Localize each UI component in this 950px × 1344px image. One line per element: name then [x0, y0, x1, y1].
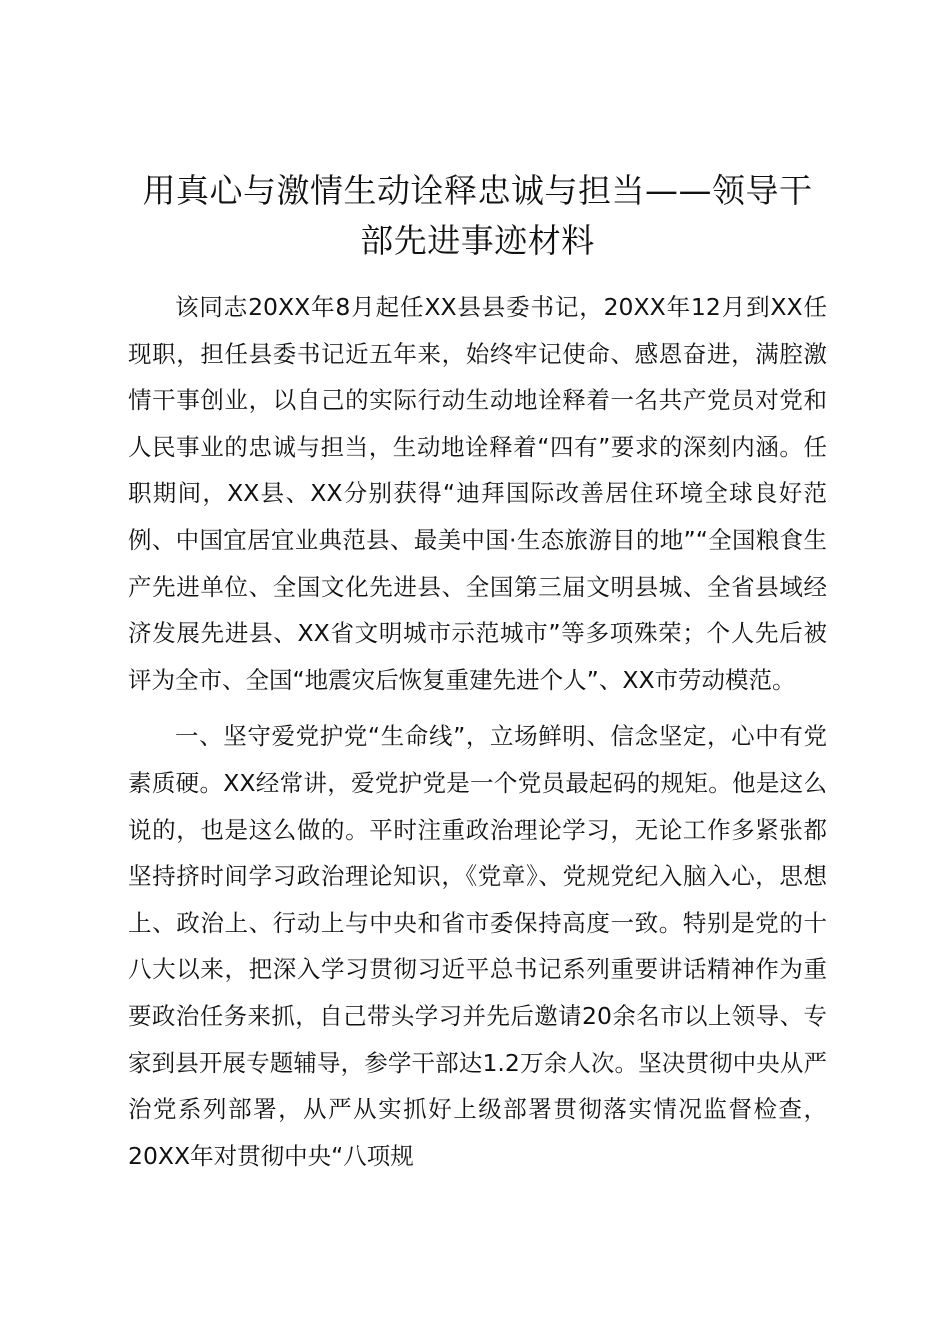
paragraph-intro: 该同志20XX年8月起任XX县县委书记，20XX年12月到XX任现职，担任县委书记近五年来，始终牢记使命、感恩奋进，满腔激情干事创业，以自己的实际行动生动地诠释着一名共产党员对党和人民事业的忠诚与担当，生动地诠释着“四有”要求的深刻内涵。任职期间，XX县、XX分别获得“迪拜国际改善居住环境全球良好范例、中国宜居宜业典范县、最美中国·生态旅游目的地”“全国粮食生产先进单位、全国文化先进县、全国第三届文明县城、全省县域经济发展先进县、XX省文明城市示范城市”等多项殊荣；个人先后被评为全市、全国“地震灾后恢复重建先进个人”、XX市劳动模范。 — [128, 293, 827, 694]
document-title: 用真心与激情生动诠释忠诚与担当——领导干部先进事迹材料 — [142, 171, 813, 260]
paragraph-section-one: 一、坚守爱党护党“生命线”，立场鲜明、信念坚定，心中有党素质硬。XX经常讲，爱党护党是一个党员最起码的规矩。他是这么说的，也是这么做的。平时注重政治理论学习，无论工作多紧张都坚持挤时间学习政治理论知识，《党章》、党规党纪入脑入心，思想上、政治上、行动上与中央和省市委保持高度一致。特别是党的十八大以来，把深入学习贯彻习近平总书记系列重要讲话精神作为重要政治任务来抓，自己带头学习并先后邀请20余名市以上领导、专家到县开展专题辅导，参学干部达1.2万余人次。坚决贯彻中央从严治党系列部署，从严从实抓好上级部署贯彻落实情况监督检查，20XX年对贯彻中央“八项规 — [128, 722, 827, 1170]
